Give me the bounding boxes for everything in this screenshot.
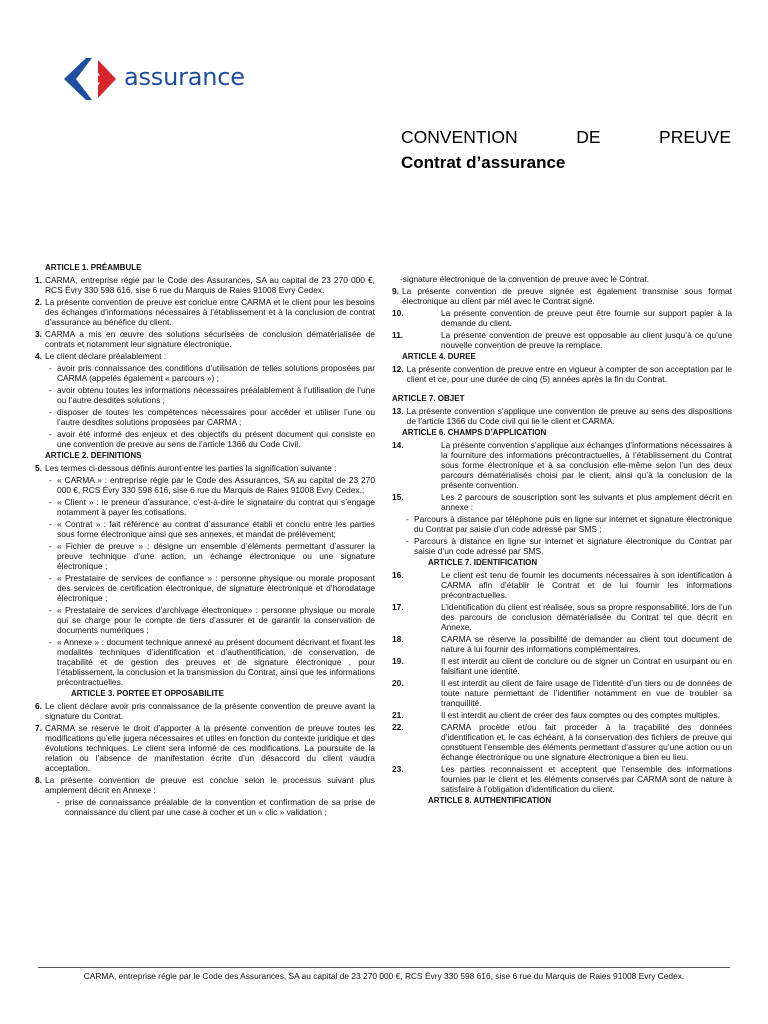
clause-16: 16. Le client est tenu de fournir les documents nécessaires à son identification à CARMA afin d’établir le Contrat et de lui fournir les informations précontractuelles. [392, 570, 732, 600]
article-heading: ARTICLE 7. OBJET [392, 394, 465, 403]
article-heading: ARTICLE 7. IDENTIFICATION [428, 558, 538, 567]
title-word: PREUVE [659, 127, 731, 147]
list-item: - Parcours à distance par téléphone puis en ligne sur internet et signature électronique du Contrat par saisie d’un code adressé par SMS ; [406, 514, 732, 534]
list-item: - avoir pris connaissance des conditions d’utilisation de telles solutions proposées par CARMA (appelés également « parcours ») ; [49, 363, 375, 383]
clause-20: 20. Il est interdit au client de faire usage de l’identité d’un tiers ou de données de toute nature permettant de l’identifier notamment en vue de troubler sa tranquillité. [392, 678, 732, 708]
clause-18: 18. CARMA se réserve la possibilité de demander au client tout document de nature à lui fournir des informations complémentaires. [392, 634, 732, 654]
carrefour-assurance-logo [60, 54, 270, 104]
page-footer: CARMA, entreprise régie par le Code des Assurances, SA au capital de 23 270 000 €, RCS Évry 330 598 616, sise 6 rue du Marquis de Raies 91008 Evry Cedex. [83, 971, 685, 981]
clause-2: 2. La présente convention de preuve est conclue entre CARMA et le client pour les besoins des échanges d’informations nécessaires à l’établissement et à la conclusion de contrat d’assurance au bénéfice du client. [35, 297, 375, 327]
right-column [392, 274, 732, 808]
clause-1: 1. CARMA, entreprise régie par le Code des Assurances, SA au capital de 23 270 000 €, RCS Évry 330 598 616, sise 6 rue du Marquis de Raies 91008 Evry Cedex. [35, 275, 375, 295]
article-heading: ARTICLE 2. DEFINITIONS [45, 451, 142, 460]
clause-15: 15. Les 2 parcours de souscription sont les suivants et plus amplement décrit en annexe : [392, 492, 732, 512]
clause-9: 9. La présente convention de preuve signée est également transmise sous format électronique au client par mél avec le Contrat signé. [392, 286, 732, 306]
list-item: - Parcours à distance en ligne sur internet et signature électronique du Contrat par saisie d’un code adressé par SMS. [406, 536, 732, 556]
title-word: CONVENTION [401, 127, 518, 147]
list-item: - « Prestataire de services d’archivage électronique» : personne physique ou morale qui se charge pour le compte de tiers d’assurer et de garantir la conservation de documents numériques ; [49, 605, 375, 635]
clause-23: 23. Les parties reconnaissent et acceptent que l’ensemble des informations fournies par le client et les éléments conservés par CARMA sont de nature à satisfaire à l’obligation d’identification du client. [392, 764, 732, 794]
document-title [401, 124, 731, 176]
list-item: - prise de connaissance préalable de la convention et confirmation de sa prise de connaissance du client par une case à cocher et un « clic » validation ; [57, 797, 375, 817]
article-heading: ARTICLE 1. PRÉAMBULE [45, 263, 142, 272]
clause-8: 8. La présente convention de preuve est conclue selon le processus suivant plus amplement décrit en Annexe : [35, 775, 375, 795]
clause-3: 3. CARMA a mis en œuvre des solutions sécurisées de conclusion dématérialisée de contrats et notamment leur signature électronique. [35, 329, 375, 349]
clause-17: 17. L’identification du client est réalisée, sous sa propre responsabilité, lors de l’un des parcours de conclusion dématérialisée du Contrat tel que décrit en Annexe. [392, 602, 732, 632]
clause-12: 12. La présente convention de preuve entre en vigueur à compter de son acceptation par le client et ce, pour une durée de cinq (5) années après la fin du Contrat. [392, 364, 732, 384]
list-item: - « Fichier de preuve » : désigne un ensemble d’éléments permettant d’assurer la preuve technique d’une action, un échange électronique ou une signature électronique ; [49, 541, 375, 571]
article-heading: ARTICLE 8. AUTHENTIFICATION [428, 796, 552, 805]
clause-5: 5. Les termes ci-dessous définis auront entre les parties la signification suivante : [35, 463, 337, 473]
footer-divider [38, 967, 730, 968]
document-subtitle: Contrat d’assurance [401, 153, 566, 172]
list-item: - « CARMA » : entreprise régie par le Code des Assurances, SA au capital de 23 270 000 €, RCS Évry 330 598 616, sise 6 rue du Marquis de Raies 91008 Evry Cedex.; [49, 475, 375, 495]
list-item: - avoir obtenu toutes les informations nécessaires préalablement à l’utilisation de l’une ou l’autre desdites solutions ; [49, 385, 375, 405]
title-word: DE [576, 127, 601, 147]
list-item: - « Prestataire de services de confiance » : personne physique ou morale proposant des services de certification électronique, de signature électronique et d’horodatage électronique ; [49, 573, 375, 603]
article-heading: ARTICLE 3. PORTEE ET OPPOSABILITE [71, 689, 224, 698]
list-item: - « Contrat » : fait référence au contrat d’assurance établi et conclu entre les parties sous forme électronique ainsi que ses annexes, et mandat de prélèvement; [49, 519, 375, 539]
article-heading: ARTICLE 6. CHAMPS D’APPLICATION [402, 428, 547, 437]
left-column [35, 261, 375, 819]
list-item: - « Client » : le preneur d’assurance, c’est-à-dire le signataire du contrat qui s’engage notamment à payer les cotisations. [49, 497, 375, 517]
clause-19: 19. Il est interdit au client de conclure ou de signer un Contrat en usurpant ou en falsifiant une identité. [392, 656, 732, 676]
clause-13: 13. La présente convention s’applique une convention de preuve au sens des dispositions de l’article 1366 du Code civil qui lie le client et CARMA. [392, 406, 732, 426]
clause-21: 21. Il est interdit au client de créer des faux comptes ou des comptes multiples. [392, 710, 720, 720]
clause-4: 4. Le client déclare préalablement : [35, 351, 167, 361]
list-item: - disposer de toutes les compétences nécessaires pour accéder et utiliser l’une ou l’autre desdites solutions proposées par CARMA ; [49, 407, 375, 427]
clause-22: 22. CARMA procède et/ou fait procéder à la traçabilité des données d’identification et, le cas échéant, à la conservation des fichiers de preuve qui constituent l’ensemble des éléments permettant d’assurer qu’une action ou un échange électronique ou une signature électronique a bien eu lieu. [392, 722, 732, 762]
clause-10: 10. La présente convention de preuve peut être fournie sur support papier à la demande du client. [392, 308, 732, 328]
brand-name: assurance [124, 63, 245, 91]
clause-6: 6. Le client déclare avoir pris connaissance de la présente convention de preuve avant la signature du Contrat. [35, 701, 375, 721]
clause-7: 7. CARMA se réserve le droit d’apporter à la présente convention de preuve toutes les modifications qu’elle jugera nécessaires et utiles en fonction du contexte juridique et des évolutions techniques. Le client sera informé de ces modifications. La poursuite de la relation ou l’absence de manifestation écrite d’un désaccord du client vaudra acceptation. [35, 723, 375, 773]
list-item: - avoir été informé des enjeux et des objectifs du présent document qui consiste en une convention de preuve au sens de l’article 1366 du Code Civil. [49, 429, 375, 449]
list-item: - « Annexe » : document technique annexé au présent document décrivant et fixant les modalités techniques d’identification et d’authentification, de conservation, de traçabilité et de gestion des preuves et de signature électronique , pour l’établissement, la conclusion et la transmission du Contrat, ainsi que les informations précontractuelles. [49, 637, 375, 687]
clause-11: 11. La présente convention de preuve est opposable au client jusqu’à ce qu’une nouvelle convention de preuve la remplace. [392, 330, 732, 350]
clause-14: 14. La présente convention s’applique aux échanges d’informations nécessaires à la fourniture des informations précontractuelles, à l’établissement du Contrat sous forme électronique et à sa conclusion elle-même selon l’un des deux parcours dématérialisés choisi par le client, ainsi qu’à la conclusion de la présente convention. [392, 440, 732, 490]
list-item: -signature électronique de la convention de preuve avec le Contrat. [400, 274, 650, 284]
article-heading: ARTICLE 4. DUREE [402, 352, 476, 361]
carrefour-logo-icon [60, 54, 120, 104]
